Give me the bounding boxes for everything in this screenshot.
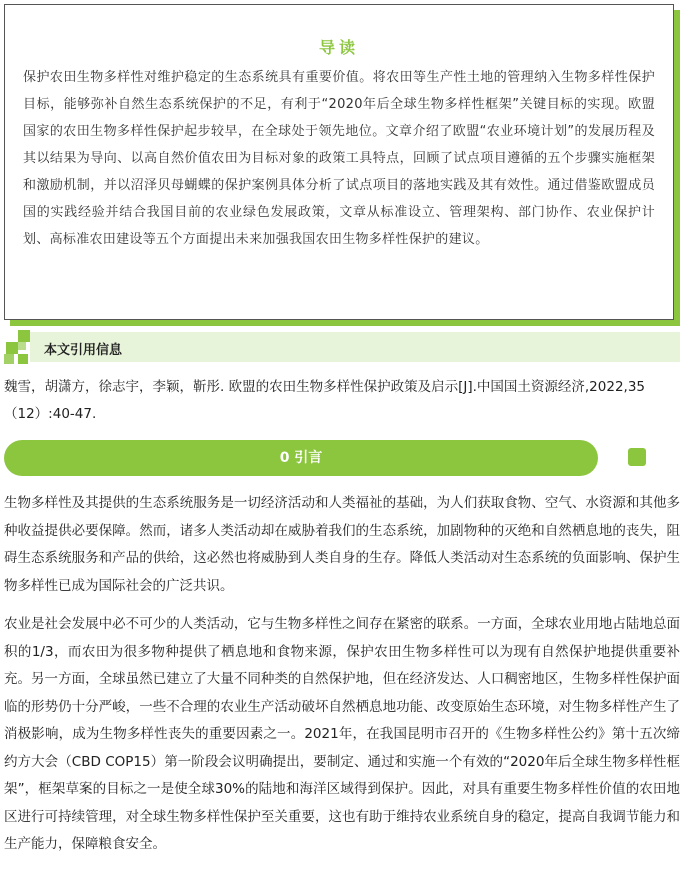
abstract-box <box>4 4 674 320</box>
body-paragraph-1: 生物多样性及其提供的生态系统服务是一切经济活动和人类福祉的基础，为人们获取食物、空气、水资源和其他多种收益提供必要保障。然而，诸多人类活动却在威胁着我们的生态系统，加剧物种的灭绝和自然栖息地的丧失，阻碍生态系统服务和产品的供给，这必然也将威胁到人类自身的生存。降低人类活动对生态系统的负面影响、保护生物多样性已成为国际社会的广泛共识。 <box>4 495 680 594</box>
abstract-panel <box>4 4 674 320</box>
abstract-title: 导读 <box>318 38 359 57</box>
section-heading-button[interactable]: 0 引言 <box>4 440 598 476</box>
citation-section-title: 本文引用信息 <box>44 343 123 358</box>
citation-text: 魏雪，胡潇方，徐志宇，李颖，靳彤. 欧盟的农田生物多样性保护政策及启示[J].中国国土资源经济,2022,35（12）:40-47. <box>4 379 646 422</box>
abstract-text: 保护农田生物多样性对维护稳定的生态系统具有重要价值。将农田等生产性土地的管理纳入生物多样性保护目标，能够弥补自然生态系统保护的不足，有利于“2020年后全球生物多样性框架”关键目标的实现。欧盟国家的农田生物多样性保护起步较早，在全球处于领先地位。文章介绍了欧盟“农业环境计划”的发展历程及其以结果为导向、以高自然价值农田为目标对象的政策工具特点，回顾了试点项目遵循的五个步骤实施框架和激励机制，并以沼泽贝母蝴蝶的保护案例具体分析了试点项目的落地实践及其有效性。通过借鉴欧盟成员国的实践经验并结合我国目前的农业绿色发展政策，文章从标准设立、管理架构、部门协作、农业保护计划、高标准农田建设等五个方面提出未来加强我国农田生物多样性保护的建议。 <box>23 70 655 247</box>
body-paragraph-2: 农业是社会发展中必不可少的人类活动，它与生物多样性之间存在紧密的联系。一方面，全球农业用地占陆地总面积的1/3，而农田为很多物种提供了栖息地和食物来源，保护农田生物多样性可以为现有自然保护地提供重要补充。另一方面，全球虽然已建立了大量不同种类的自然保护地，但在经济发达、人口稠密地区，生物多样性保护面临的形势仍十分严峻，一些不合理的农业生产活动破坏自然栖息地功能、改变原始生态环境，对生物多样性产生了消极影响，成为生物多样性丧失的重要因素之一。2021年，在我国昆明市召开的《生物多样性公约》第十五次缔约方大会（CBD COP15）第一阶段会议明确提出，要制定、通过和实施一个有效的“2020年后全球生物多样性框架”，框架草案的目标之一是使全球30%的陆地和海洋区域得到保护。因此，对具有重要生物多样性价值的农田地区进行可持续管理，对全球生物多样性保护至关重要，这也有助于维持农业系统自身的稳定，提高自我调节能力和生产能力，保障粮食安全。 <box>4 616 680 852</box>
citation-header <box>4 330 680 364</box>
citation-decoration-icon <box>4 330 40 364</box>
square-icon <box>628 448 646 466</box>
citation-header-bar <box>30 332 680 362</box>
